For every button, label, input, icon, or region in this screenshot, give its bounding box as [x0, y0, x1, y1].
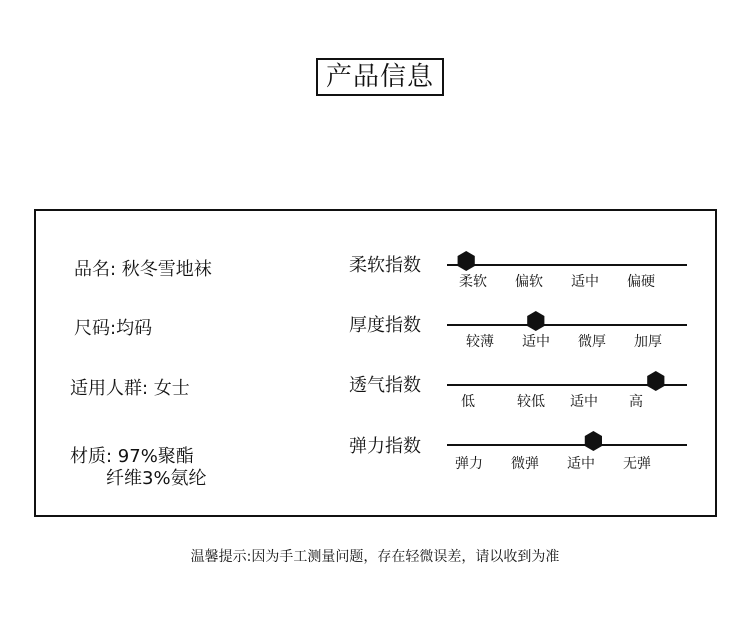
index-option: 无弹 — [623, 456, 651, 472]
index-option: 加厚 — [634, 334, 662, 350]
index-option: 柔软 — [459, 274, 487, 290]
page-title: 产品信息 — [316, 58, 444, 96]
index-option: 较薄 — [466, 334, 494, 350]
product-size: 尺码:均码 — [74, 318, 153, 339]
index-track — [447, 324, 687, 326]
index-track — [447, 264, 687, 266]
index-option: 偏硬 — [627, 274, 655, 290]
index-track — [447, 444, 687, 446]
index-option: 适中 — [567, 456, 595, 472]
index-label: 弹力指数 — [349, 436, 421, 457]
index-option: 偏软 — [515, 274, 543, 290]
index-option: 较低 — [517, 394, 545, 410]
product-material — [70, 446, 207, 490]
index-option: 适中 — [571, 274, 599, 290]
index-option: 微弹 — [511, 456, 539, 472]
index-option: 高 — [629, 394, 643, 410]
product-audience: 适用人群: 女士 — [70, 378, 190, 399]
product-name: 品名: 秋冬雪地袜 — [74, 259, 212, 280]
index-option: 弹力 — [455, 456, 483, 472]
material-line-1: 材质: 97%聚酯 — [70, 446, 194, 467]
material-line-2: 纤维3%氨纶 — [106, 468, 207, 489]
index-option: 微厚 — [578, 334, 606, 350]
measurement-tip: 温馨提示:因为手工测量问题，存在轻微误差，请以收到为准 — [190, 549, 560, 565]
index-option: 适中 — [522, 334, 550, 350]
index-option: 低 — [461, 394, 475, 410]
index-label: 厚度指数 — [349, 315, 421, 336]
index-label: 柔软指数 — [349, 255, 421, 276]
index-label: 透气指数 — [349, 375, 421, 396]
index-option: 适中 — [570, 394, 598, 410]
